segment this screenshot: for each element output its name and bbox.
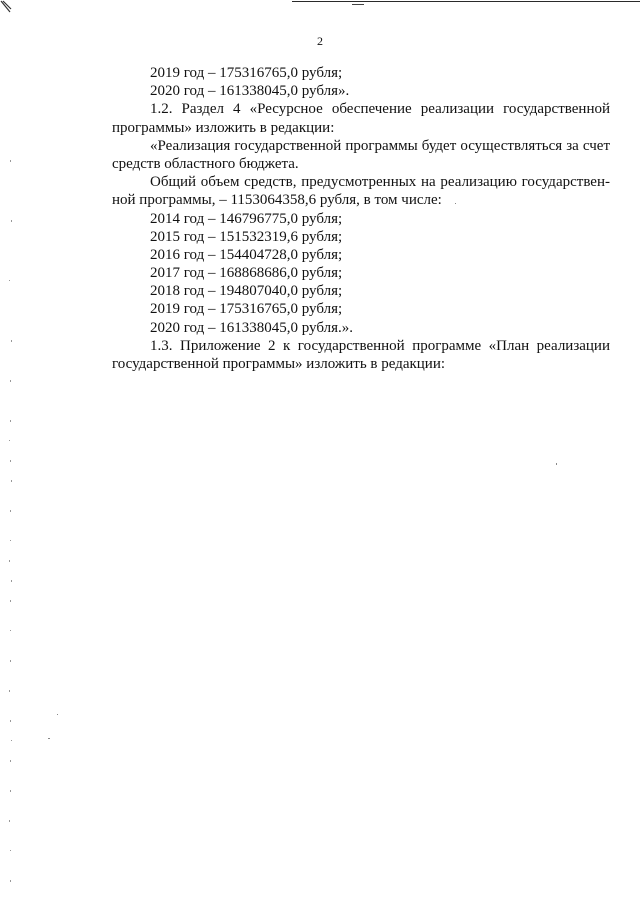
text-line: 2020 год – 161338045,0 рубля.». [150,319,353,336]
top-border-line [292,1,640,2]
text-line: 2019 год – 175316765,0 рубля; [150,65,343,81]
text-line: 2018 год – 194807040,0 рубля; [150,283,343,300]
text-line: программы» изложить в редакции: [112,119,335,136]
page-number: 2 [317,34,323,48]
text-line: 2019 год – 175316765,0 рубля; [150,301,343,318]
text-line: Общий объем средств, предусмотренных на реализацию государствен- [150,174,610,191]
text-line: 1.3. Приложение 2 к государственной программе «План реализации [150,337,610,354]
text-line: 1.2. Раздел 4 «Ресурсное обеспечение реализации государственной [150,101,610,118]
scan-margin-noise [6,40,22,900]
text-line: 2016 год – 154404728,0 рубля; [150,246,343,263]
text-line: ной программы, – 1153064358,6 рубля, в том числе: [112,192,442,209]
text-line: 2020 год – 161338045,0 рубля». [150,83,350,100]
scan-corner-mark [0,0,12,14]
top-border-fragment [352,4,364,5]
text-line: средств областного бюджета. [112,155,299,172]
text-line: государственной программы» изложить в редакции: [112,356,446,372]
text-line: 2014 год – 146796775,0 рубля; [150,210,343,227]
text-line: 2015 год – 151532319,6 рубля; [150,228,343,245]
text-line: «Реализация государственной программы будет осуществляться за счет [150,137,610,154]
document-body [112,64,610,373]
text-line: 2017 год – 168868686,0 рубля; [150,265,343,282]
